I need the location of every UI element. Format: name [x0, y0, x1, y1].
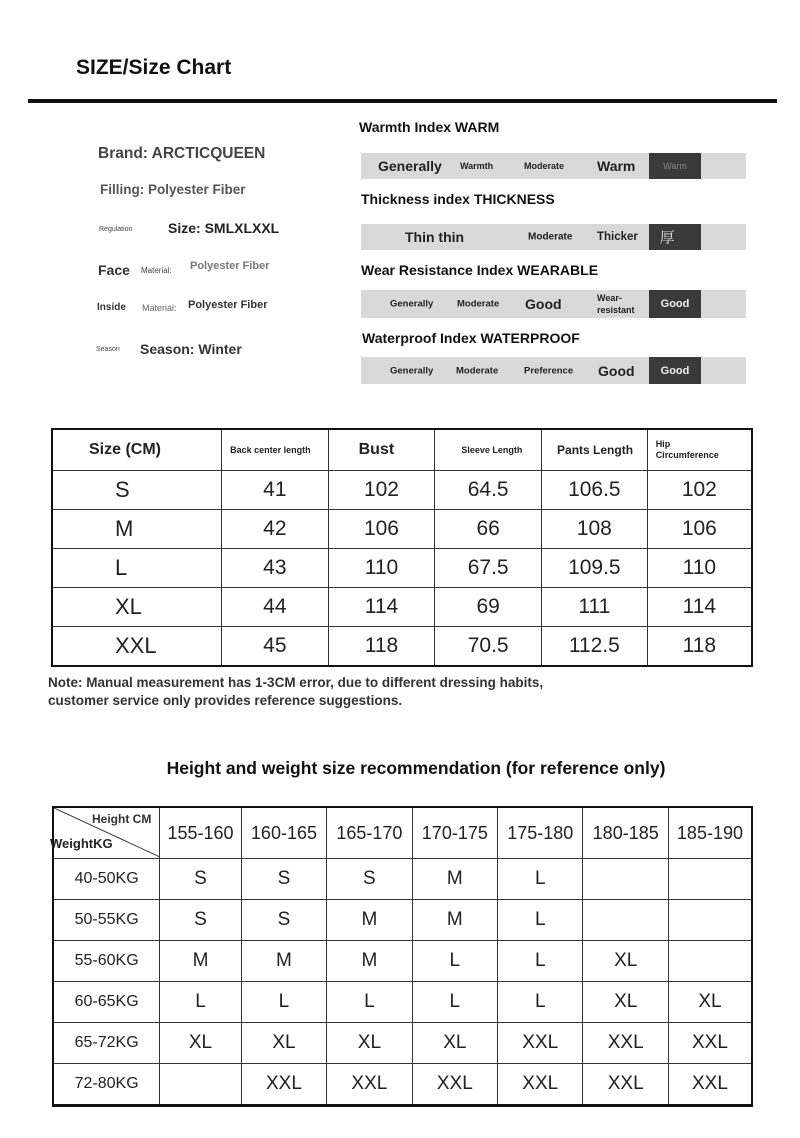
height-weight-title: Height and weight size recommendation (for reference only): [166, 758, 666, 778]
height-col-header: 180-185: [583, 807, 668, 859]
warmth-level-moderate: Moderate: [524, 161, 565, 171]
size-rec-cell: M: [160, 941, 241, 982]
table-row: [53, 982, 752, 1023]
wear-index-bar: [361, 290, 746, 318]
size-rec-cell: XXL: [668, 1064, 752, 1106]
size-rec-cell: [668, 900, 752, 941]
size-rec-cell: XL: [668, 982, 752, 1023]
waterproof-selected-marker: [649, 357, 701, 384]
size-rec-cell: XXL: [327, 1064, 412, 1106]
height-col-header: 185-190: [668, 807, 752, 859]
note-line-2: customer service only provides reference suggestions.: [48, 693, 403, 708]
size-rec-cell: M: [327, 941, 412, 982]
height-axis-label: Height CM: [92, 812, 152, 826]
size-rec-cell: L: [241, 982, 326, 1023]
table-row: [52, 471, 752, 510]
thickness-index-title: Thickness index THICKNESS: [361, 191, 555, 207]
header-pants-length: Pants Length: [542, 429, 648, 471]
face-label: Face: [98, 262, 130, 278]
size-rec-cell: [668, 941, 752, 982]
table-row: [52, 510, 752, 549]
size-cell: L: [52, 549, 222, 588]
measurement-note: [48, 674, 543, 710]
back-length-cell: 42: [222, 510, 329, 549]
size-rec-cell: [668, 859, 752, 900]
height-weight-table: [52, 806, 753, 1107]
warmth-level-warm: Warm: [597, 158, 636, 174]
size-range-label: Size: SMLXLXXL: [168, 220, 280, 236]
weight-row-header: 50-55KG: [53, 900, 160, 941]
weight-axis-label: WeightKG: [50, 836, 113, 851]
size-rec-cell: M: [327, 900, 412, 941]
inside-material-value: Polyester Fiber: [188, 299, 268, 311]
table-row: [53, 1064, 752, 1106]
weight-row-header: 60-65KG: [53, 982, 160, 1023]
size-rec-cell: M: [241, 941, 326, 982]
waterproof-level-preference: Preference: [524, 365, 574, 376]
header-back-center-length: Back center length: [222, 429, 329, 471]
wear-level-good: Good: [525, 296, 562, 312]
size-rec-cell: L: [498, 941, 583, 982]
size-rec-cell: S: [327, 859, 412, 900]
size-rec-cell: XXL: [668, 1023, 752, 1064]
back-length-cell: 45: [222, 627, 329, 667]
size-rec-cell: XL: [583, 941, 668, 982]
hip-cell: 110: [647, 549, 752, 588]
season-label: Season: Winter: [140, 341, 242, 357]
weight-row-header: 72-80KG: [53, 1064, 160, 1106]
size-rec-cell: [160, 1064, 241, 1106]
size-rec-cell: [583, 859, 668, 900]
thickness-selected-marker: [649, 224, 701, 250]
sleeve-cell: 64.5: [435, 471, 542, 510]
size-rec-cell: XL: [327, 1023, 412, 1064]
back-length-cell: 43: [222, 549, 329, 588]
wear-level-moderate: Moderate: [457, 298, 500, 310]
pants-cell: 106.5: [542, 471, 648, 510]
size-rec-cell: XL: [583, 982, 668, 1023]
hw-corner-cell: [50, 807, 160, 859]
hip-cell: 106: [647, 510, 752, 549]
size-rec-cell: XXL: [412, 1064, 497, 1106]
inside-label: Inside: [97, 302, 126, 313]
size-cell: XL: [52, 588, 222, 627]
size-rec-cell: XL: [412, 1023, 497, 1064]
regulation-label: Regulation: [99, 226, 133, 233]
thickness-level-moderate: Moderate: [528, 231, 573, 243]
face-material-label: Material:: [141, 266, 172, 275]
size-rec-cell: S: [160, 900, 241, 941]
size-rec-cell: L: [412, 982, 497, 1023]
header-size-cm: Size (CM): [52, 429, 222, 471]
sleeve-cell: 70.5: [435, 627, 542, 667]
wear-level-generally: Generally: [390, 298, 434, 310]
size-rec-cell: XXL: [583, 1064, 668, 1106]
bust-cell: 118: [328, 627, 435, 667]
weight-row-header: 55-60KG: [53, 941, 160, 982]
size-rec-cell: L: [327, 982, 412, 1023]
hip-cell: 102: [647, 471, 752, 510]
season-small-label: Season: [96, 346, 120, 353]
sleeve-cell: 66: [435, 510, 542, 549]
filling-label: Filling: Polyester Fiber: [100, 182, 246, 197]
height-col-header: 170-175: [412, 807, 497, 859]
size-rec-cell: [583, 900, 668, 941]
size-cell: XXL: [52, 627, 222, 667]
face-material-value: Polyester Fiber: [190, 260, 270, 272]
inside-material-label: Material:: [142, 303, 177, 313]
pants-cell: 111: [542, 588, 648, 627]
height-col-header: 155-160: [160, 807, 241, 859]
title-divider: [28, 99, 777, 103]
pants-cell: 108: [542, 510, 648, 549]
table-row: [53, 859, 752, 900]
size-rec-cell: S: [241, 859, 326, 900]
waterproof-level-generally: Generally: [390, 365, 434, 376]
size-rec-cell: L: [498, 859, 583, 900]
weight-row-header: 65-72KG: [53, 1023, 160, 1064]
pants-cell: 112.5: [542, 627, 648, 667]
hw-header-row: [53, 807, 752, 859]
height-col-header: 160-165: [241, 807, 326, 859]
size-rec-cell: XXL: [241, 1064, 326, 1106]
back-length-cell: 41: [222, 471, 329, 510]
hip-cell: 118: [647, 627, 752, 667]
height-col-header: 165-170: [327, 807, 412, 859]
thickness-selected-label: 厚: [659, 229, 675, 247]
size-table-header-row: [52, 429, 752, 471]
header-hip-circumference: [647, 429, 752, 471]
size-rec-cell: XL: [160, 1023, 241, 1064]
header-hip: Hip: [655, 439, 671, 449]
wear-selected-label: Good: [660, 298, 690, 310]
waterproof-level-moderate: Moderate: [456, 365, 499, 376]
table-row: [52, 627, 752, 667]
wear-selected-marker: [649, 290, 701, 318]
waterproof-index-bar: [361, 357, 746, 384]
table-row: [53, 1023, 752, 1064]
thickness-index-bar: [361, 224, 746, 250]
brand-label: Brand: ARCTICQUEEN: [98, 145, 266, 162]
note-line-1: Note: Manual measurement has 1-3CM error, due to different dressing habits,: [48, 675, 544, 690]
size-rec-cell: L: [412, 941, 497, 982]
wear-level-resistant: resistant: [597, 305, 635, 315]
size-rec-cell: S: [160, 859, 241, 900]
size-rec-cell: XXL: [583, 1023, 668, 1064]
table-row: [53, 900, 752, 941]
bust-cell: 110: [328, 549, 435, 588]
size-cell: S: [52, 471, 222, 510]
waterproof-index-title: Waterproof Index WATERPROOF: [362, 330, 580, 346]
size-cell: M: [52, 510, 222, 549]
warmth-level-warmth: Warmth: [460, 161, 494, 171]
back-length-cell: 44: [222, 588, 329, 627]
warmth-level-generally: Generally: [378, 158, 442, 174]
bust-cell: 106: [328, 510, 435, 549]
sleeve-cell: 69: [435, 588, 542, 627]
header-bust: Bust: [328, 429, 435, 471]
size-rec-cell: XL: [241, 1023, 326, 1064]
header-circumference: Circumference: [655, 450, 719, 460]
size-rec-cell: L: [498, 900, 583, 941]
waterproof-level-good: Good: [598, 362, 635, 379]
size-rec-cell: S: [241, 900, 326, 941]
sleeve-cell: 67.5: [435, 549, 542, 588]
size-rec-cell: XXL: [498, 1023, 583, 1064]
pants-cell: 109.5: [542, 549, 648, 588]
hip-cell: 114: [647, 588, 752, 627]
size-rec-cell: M: [412, 859, 497, 900]
table-row: [53, 941, 752, 982]
thickness-level-thicker: Thicker: [597, 231, 638, 243]
bust-cell: 102: [328, 471, 435, 510]
wear-level-wear: Wear-: [597, 293, 622, 303]
size-rec-cell: L: [498, 982, 583, 1023]
size-rec-cell: M: [412, 900, 497, 941]
bust-cell: 114: [328, 588, 435, 627]
thickness-level-thin: Thin thin: [405, 229, 465, 245]
warmth-index-title: Warmth Index WARM: [359, 119, 500, 135]
height-col-header: 175-180: [498, 807, 583, 859]
table-row: [52, 549, 752, 588]
waterproof-selected-label: Good: [660, 364, 690, 377]
warmth-selected-label: Warm: [663, 161, 687, 171]
warmth-index-bar: [361, 153, 746, 179]
weight-row-header: 40-50KG: [53, 859, 160, 900]
warmth-selected-marker: [649, 153, 701, 179]
size-rec-cell: L: [160, 982, 241, 1023]
size-rec-cell: XXL: [498, 1064, 583, 1106]
page-title: SIZE/Size Chart: [76, 56, 232, 79]
header-sleeve-length: Sleeve Length: [435, 429, 542, 471]
size-measurement-table: [51, 428, 753, 667]
wear-index-title: Wear Resistance Index WEARABLE: [361, 262, 599, 278]
table-row: [52, 588, 752, 627]
